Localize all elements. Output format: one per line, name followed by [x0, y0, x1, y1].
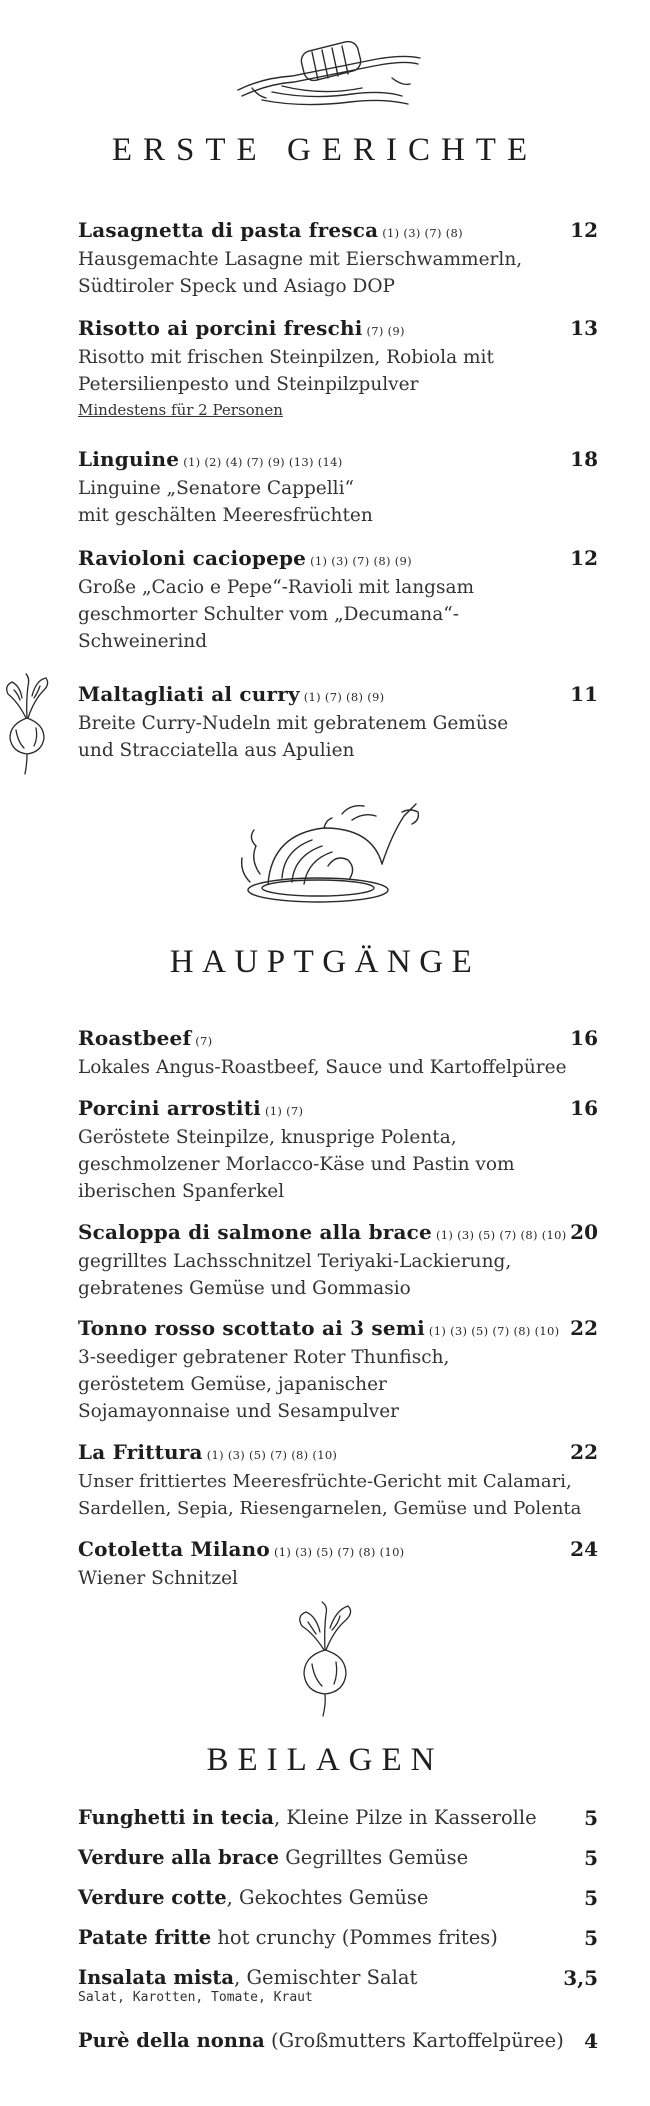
- dish-description: [78, 1124, 598, 1205]
- side-patate-fritte: [78, 1926, 598, 1954]
- dish-description: [78, 1344, 598, 1425]
- side-verdure-brace: [78, 1846, 598, 1874]
- dish-description: [78, 1054, 598, 1081]
- desc-line: Linguine „Senatore Cappelli“: [78, 478, 354, 499]
- side-price: 5: [584, 1886, 598, 1910]
- dish-allergens: (1) (3) (5) (7) (8) (10): [428, 1324, 560, 1338]
- side-description: (Großmutters Kartoffelpüree): [264, 2029, 564, 2052]
- dish-description: [78, 1565, 598, 1592]
- dish-ravioloni: [78, 546, 598, 655]
- cloche-dish-illustration: [232, 794, 428, 906]
- dish-name: Porcini arrostiti: [78, 1096, 261, 1120]
- desc-line: 3-seediger gebratener Roter Thunfisch,: [78, 1347, 450, 1368]
- desc-line: Sojamayonnaise und Sesampulver: [78, 1401, 399, 1422]
- desc-line: Sardellen, Sepia, Riesengarnelen, Gemüse und Polenta: [78, 1498, 582, 1519]
- desc-line: Große „Cacio e Pepe“-Ravioli mit langsam: [78, 577, 475, 598]
- desc-line: Wiener Schnitzel: [78, 1568, 238, 1589]
- desc-line: Südtiroler Speck und Asiago DOP: [78, 276, 395, 297]
- dish-allergens: (1) (7): [264, 1104, 304, 1118]
- side-price: 5: [584, 1926, 598, 1950]
- desc-line: geröstetem Gemüse, japanischer: [78, 1374, 387, 1395]
- dish-price: 12: [570, 546, 598, 570]
- dish-name: La Frittura: [78, 1440, 203, 1464]
- dish-price: 16: [570, 1096, 598, 1120]
- dish-allergens: (1) (3) (5) (7) (8) (10): [273, 1545, 405, 1559]
- side-description: hot crunchy (Pommes frites): [211, 1926, 498, 1949]
- dish-name: Risotto ai porcini freschi: [78, 316, 363, 340]
- dish-name: Tonno rosso scottato ai 3 semi: [78, 1316, 425, 1340]
- dish-price: 12: [570, 218, 598, 242]
- desc-line: Unser frittiertes Meeresfrüchte-Gericht mit Calamari,: [78, 1471, 572, 1492]
- side-subtext: Salat, Karotten, Tomate, Kraut: [78, 1990, 313, 2005]
- dish-name: Maltagliati al curry: [78, 682, 300, 706]
- side-price: 4: [584, 2029, 598, 2053]
- desc-line: mit geschälten Meeresfrüchten: [78, 505, 373, 526]
- side-name: Verdure alla brace: [78, 1846, 279, 1869]
- dish-allergens: (7): [195, 1034, 213, 1048]
- dish-name: Linguine: [78, 447, 180, 471]
- section-title-first: ERSTE GERICHTE: [111, 132, 539, 168]
- side-name: Verdure cotte: [78, 1886, 227, 1909]
- dish-allergens: (7) (9): [366, 324, 405, 338]
- dish-porcini-arrostiti: [78, 1096, 598, 1205]
- desc-line: gegrilltes Lachsschnitzel Teriyaki-Lackierung,: [78, 1251, 512, 1272]
- desc-line: geschmorter Schulter vom „Decumana“-: [78, 604, 459, 625]
- dish-description: [78, 246, 598, 300]
- dish-maltagliati: [78, 682, 598, 764]
- beetroot-illustration: [292, 1600, 358, 1718]
- dish-name: Scaloppa di salmone alla brace: [78, 1220, 432, 1244]
- dish-tonno-rosso: [78, 1316, 598, 1425]
- side-price: 3,5: [563, 1966, 598, 1990]
- side-description: Gegrilltes Gemüse: [279, 1846, 469, 1869]
- dish-allergens: (1) (3) (5) (7) (8) (10): [206, 1448, 338, 1462]
- desc-line: Breite Curry-Nudeln mit gebratenem Gemüse: [78, 713, 509, 734]
- side-name: Insalata mista: [78, 1966, 235, 1989]
- side-verdure-cotte: [78, 1886, 598, 1914]
- dish-name: Ravioloni caciopepe: [78, 546, 307, 570]
- dish-cotoletta-milano: [78, 1537, 598, 1592]
- dish-price: 22: [570, 1440, 598, 1464]
- desc-line: Risotto mit frischen Steinpilzen, Robiola mit: [78, 347, 494, 368]
- dish-price: 13: [570, 316, 598, 340]
- dish-price: 20: [570, 1220, 598, 1244]
- dish-price: 16: [570, 1026, 598, 1050]
- dish-linguine: [78, 447, 598, 529]
- dish-description: [78, 344, 598, 398]
- section-title-main: HAUPTGÄNGE: [169, 944, 481, 980]
- desc-line: Petersilienpesto und Steinpilzpulver: [78, 374, 419, 395]
- desc-line: Hausgemachte Lasagne mit Eierschwammerln,: [78, 249, 523, 270]
- side-description: , Gekochtes Gemüse: [226, 1886, 429, 1909]
- dish-name: Roastbeef: [78, 1026, 192, 1050]
- dish-name: Lasagnetta di pasta fresca: [78, 218, 379, 242]
- dish-price: 18: [570, 447, 598, 471]
- dish-name: Cotoletta Milano: [78, 1537, 270, 1561]
- side-pure-nonna: [78, 2029, 598, 2057]
- section-title-sides: BEILAGEN: [206, 1742, 444, 1778]
- desc-line: Schweinerind: [78, 631, 208, 652]
- side-funghetti: [78, 1806, 598, 1834]
- side-name: Patate fritte: [78, 1926, 212, 1949]
- dish-la-frittura: [78, 1440, 598, 1522]
- desc-line: und Stracciatella aus Apulien: [78, 740, 355, 761]
- dish-roastbeef: [78, 1026, 598, 1081]
- dish-allergens: (1) (7) (8) (9): [303, 690, 385, 704]
- dish-description: [78, 475, 598, 529]
- dish-allergens: (1) (3) (7) (8): [382, 226, 463, 240]
- side-name: Funghetti in tecia: [78, 1806, 274, 1829]
- dish-scaloppa-salmone: [78, 1220, 598, 1302]
- side-description: , Kleine Pilze in Kasserolle: [274, 1806, 537, 1829]
- dish-description: [78, 1468, 598, 1522]
- dish-description: [78, 574, 598, 655]
- dish-price: 22: [570, 1316, 598, 1340]
- side-insalata-mista: [78, 1966, 598, 2005]
- dish-risotto: [78, 316, 598, 419]
- dish-price: 24: [570, 1537, 598, 1561]
- dish-allergens: (1) (3) (7) (8) (9): [310, 554, 412, 568]
- side-price: 5: [584, 1806, 598, 1830]
- desc-line: gebratenes Gemüse und Gommasio: [78, 1278, 411, 1299]
- dish-description: [78, 1248, 598, 1302]
- side-description: , Gemischter Salat: [234, 1966, 418, 1989]
- rolling-pin-pasta-illustration: [232, 38, 426, 110]
- dish-lasagnetta: [78, 218, 598, 300]
- dish-note: Mindestens für 2 Personen: [78, 401, 283, 419]
- desc-line: Lokales Angus-Roastbeef, Sauce und Kartoffelpüree: [78, 1057, 567, 1078]
- dish-allergens: (1) (3) (5) (7) (8) (10): [435, 1228, 567, 1242]
- side-name: Purè della nonna: [78, 2029, 265, 2052]
- dish-price: 11: [570, 682, 598, 706]
- desc-line: Geröstete Steinpilze, knusprige Polenta,: [78, 1127, 457, 1148]
- desc-line: geschmolzener Morlacco-Käse und Pastin vom: [78, 1154, 515, 1175]
- desc-line: iberischen Spanferkel: [78, 1181, 285, 1202]
- dish-allergens: (1) (2) (4) (7) (9) (13) (14): [183, 455, 343, 469]
- dish-description: [78, 710, 598, 764]
- side-price: 5: [584, 1846, 598, 1870]
- radish-illustration: [0, 672, 54, 776]
